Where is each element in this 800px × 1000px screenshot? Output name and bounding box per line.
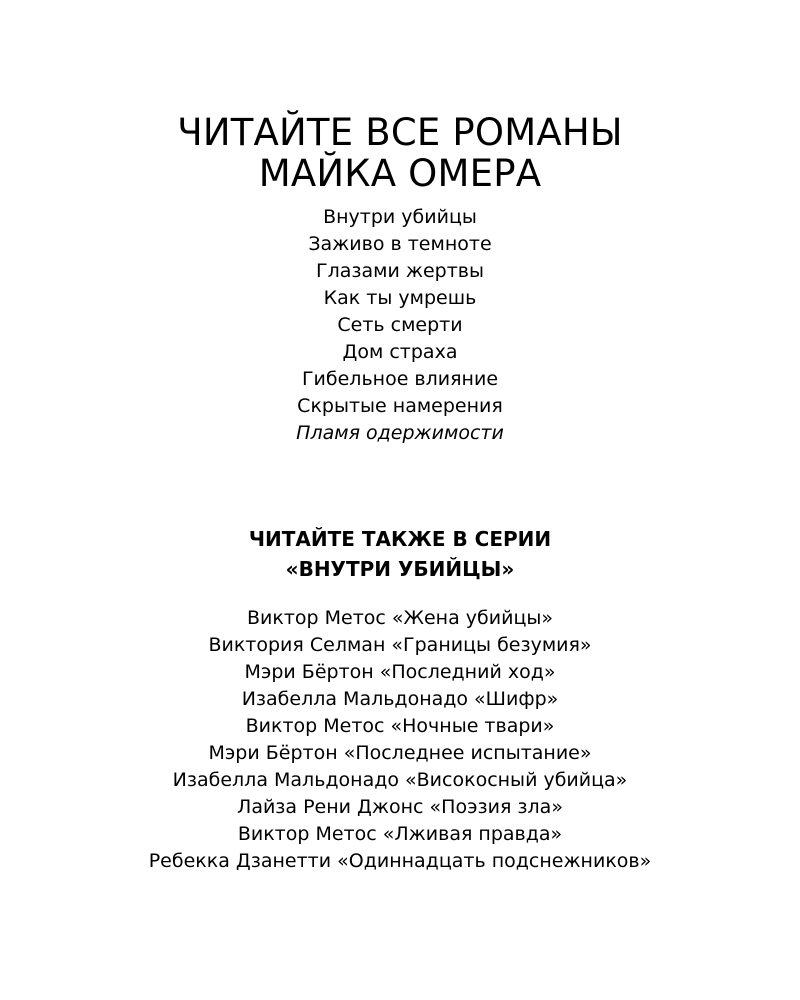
series-book-item: Виктор Метос «Ночные твари»	[245, 715, 555, 737]
page-title	[0, 112, 800, 194]
novel-item: Как ты умрешь	[323, 287, 477, 309]
novel-item: Дом страха	[342, 341, 458, 363]
novel-item: Сеть смерти	[337, 314, 463, 336]
series-heading	[0, 524, 800, 584]
novel-item: Скрытые намерения	[297, 395, 503, 417]
series-book-item: Виктор Метос «Лживая правда»	[237, 823, 563, 845]
novels-list	[0, 204, 800, 447]
novel-item: Глазами жертвы	[316, 260, 484, 282]
novel-item: Внутри убийцы	[323, 206, 477, 228]
page-title-line-2: МАЙКА ОМЕРА	[258, 152, 542, 195]
series-book-item: Лайза Рени Джонс «Поэзия зла»	[237, 796, 563, 818]
series-heading-line-1: ЧИТАЙТЕ ТАКЖЕ В СЕРИИ	[248, 527, 552, 551]
series-book-item: Изабелла Мальдонадо «Високосный убийца»	[172, 769, 628, 791]
series-book-item: Виктория Селман «Границы безумия»	[208, 634, 592, 656]
series-book-item: Ребекка Дзанетти «Одиннадцать подснежников»	[148, 850, 652, 872]
novel-item: Гибельное влияние	[301, 368, 499, 390]
page-title-line-1: ЧИТАЙТЕ ВСЕ РОМАНЫ	[177, 111, 623, 154]
novel-item: Заживо в темноте	[308, 233, 492, 255]
series-book-item: Мэри Бёртон «Последний ход»	[244, 661, 556, 683]
series-books-list	[0, 605, 800, 875]
series-heading-line-2: «ВНУТРИ УБИЙЦЫ»	[285, 557, 515, 581]
novel-item-italic: Пламя одержимости	[296, 422, 504, 444]
series-book-item: Виктор Метос «Жена убийцы»	[246, 607, 553, 629]
series-book-item: Мэри Бёртон «Последнее испытание»	[208, 742, 592, 764]
series-book-item: Изабелла Мальдонадо «Шифр»	[241, 688, 559, 710]
